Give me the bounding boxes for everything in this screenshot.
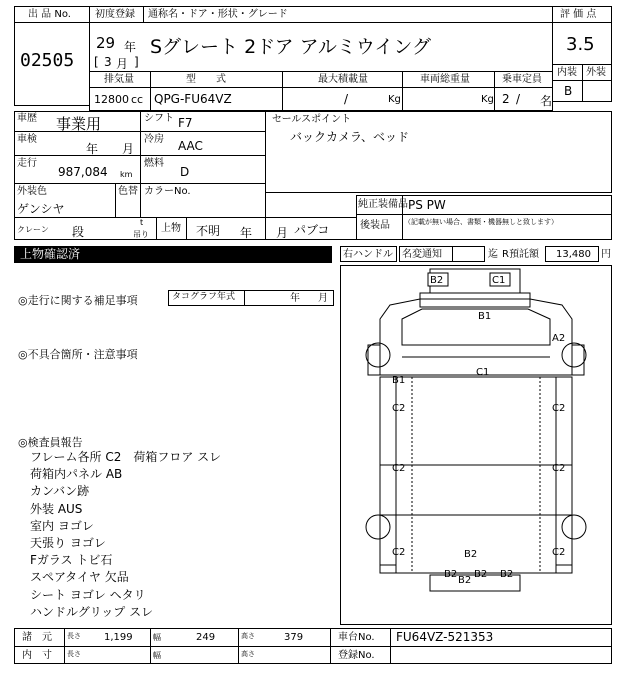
inspector-report-line: スペアタイヤ 欠品 (30, 570, 129, 585)
ac-label: 冷房 (144, 134, 164, 145)
sales-text: バックカメラ、ベッド (290, 130, 410, 144)
crane-label: クレーン (17, 225, 49, 234)
condition-mark: B2 (458, 575, 472, 586)
inner-length-label: 長さ (67, 650, 81, 658)
body-maker: パブコ (294, 223, 330, 237)
tacho-year: 年 (290, 293, 300, 304)
condition-mark: B2 (500, 569, 514, 580)
recycle-label: R預託額 (502, 249, 539, 260)
condition-mark: B2 (444, 569, 458, 580)
steering-value: 右ハンドル (343, 249, 393, 260)
tacho-month: 月 (318, 293, 328, 304)
displacement-value: 12800 (94, 93, 129, 106)
driving-notes-label: ◎走行に関する補足事項 (18, 294, 138, 307)
condition-mark: B1 (478, 311, 492, 322)
mileage-value: 987,084 (58, 165, 108, 179)
color-change-label: 色替 (118, 186, 138, 197)
displacement-label: 排気量 (104, 74, 134, 85)
capacity-label: 乗車定員 (502, 74, 542, 85)
mileage-label: 走行 (17, 158, 37, 169)
dims-label: 諸 元 (22, 632, 52, 643)
condition-mark: C1 (492, 275, 506, 286)
score-label: 評 価 点 (560, 9, 597, 20)
body-year: 不明 (196, 224, 221, 238)
condition-mark: B2 (464, 549, 478, 560)
mileage-unit: km (120, 170, 133, 179)
car-name: Sグレート 2ドア アルミウイング (150, 36, 431, 58)
color-label: 外装色 (17, 186, 47, 197)
inner-dims-label: 内 寸 (22, 650, 52, 661)
capacity-sep: / (516, 92, 521, 106)
first-reg-label: 初度登録 (95, 9, 135, 20)
ac-value: AAC (178, 139, 203, 153)
inspector-report-label: ◎検査員報告 (18, 436, 83, 449)
shift-label: シフト (144, 113, 174, 124)
reg-no-label: 登録No. (338, 650, 375, 661)
sales-label: セールスポイント (272, 114, 352, 125)
body-confirmed-bar: 上物確認済 (14, 246, 332, 263)
crane-steps: 段 (72, 225, 85, 239)
inspector-report-line: フレーム各所 C2 荷箱フロア スレ (30, 450, 222, 464)
width-value: 249 (196, 632, 216, 643)
history-label: 車歴 (17, 113, 37, 124)
displacement-unit: cc (131, 93, 144, 106)
width-label: 幅 (153, 633, 161, 642)
deadline-suffix: 迄 (488, 249, 498, 260)
chassis-label: 車台No. (338, 632, 375, 643)
capacity-unit: 名 (540, 94, 553, 108)
body-year-unit: 年 (240, 226, 253, 240)
recycle-value: 13,480 (556, 249, 591, 260)
inner-width-label: 幅 (153, 651, 161, 660)
equipment-value: PS PW (408, 198, 446, 212)
body-label: 上物 (161, 223, 181, 234)
color-no-label: カラーNo. (144, 186, 191, 197)
height-value: 379 (284, 632, 304, 643)
reg-year-unit: 年 (124, 40, 137, 54)
model-value: QPG-FU64VZ (154, 92, 232, 106)
max-load-label: 最大積載量 (318, 74, 368, 85)
score-value: 3.5 (566, 34, 595, 55)
reg-year: 29 (96, 34, 116, 52)
condition-mark: C2 (392, 463, 406, 474)
inspector-report-line: 外装 AUS (30, 501, 83, 516)
condition-mark: A2 (552, 333, 566, 344)
equipment-label: 純正装備品 (358, 199, 408, 210)
inspector-report-line: カンバン跡 (30, 484, 90, 499)
car-name-label: 通称名・ドア・形状・グレード (148, 9, 288, 20)
gross-weight-unit: Kg (481, 94, 494, 105)
inspector-report-line: 荷箱内パネル AB (30, 467, 123, 482)
condition-mark: C2 (552, 547, 566, 558)
lot-label: 出 品 No. (28, 9, 71, 20)
condition-mark: C2 (552, 403, 566, 414)
vehicle-diagram (340, 265, 612, 625)
inspection-month: 月 (122, 142, 135, 156)
crane-t: t (140, 218, 144, 227)
condition-mark: B2 (474, 569, 488, 580)
condition-mark: C1 (476, 367, 490, 378)
length-label: 長さ (67, 632, 81, 640)
defect-notes-label: ◎不具合箇所・注意事項 (18, 348, 138, 361)
condition-mark: C2 (552, 463, 566, 474)
condition-mark: B2 (430, 275, 444, 286)
inspector-report-line: 室内 ヨゴレ (30, 518, 94, 533)
history-value: 事業用 (56, 115, 102, 133)
max-load-sep: / (344, 92, 349, 106)
inspector-report-line: ハンドルグリップ スレ (30, 604, 154, 619)
chassis-value: FU64VZ-521353 (396, 630, 494, 644)
interior-label: 内装 (557, 67, 577, 78)
inspection-label: 車検 (17, 134, 37, 145)
height-label: 高さ (241, 632, 255, 640)
exterior-label: 外装 (586, 67, 606, 78)
body-month-unit: 月 (276, 226, 289, 240)
name-change-label: 名変通知 (402, 249, 442, 260)
condition-mark: C2 (392, 547, 406, 558)
gross-weight-label: 車両総重量 (420, 74, 470, 85)
inspector-report-line: シート ヨゴレ ヘタリ (30, 587, 146, 602)
fuel-label: 燃料 (144, 158, 164, 169)
interior-grade: B (564, 84, 573, 98)
inner-height-label: 高さ (241, 650, 255, 658)
reg-month-unit: 月 (116, 57, 129, 71)
length-value: 1,199 (104, 632, 133, 643)
reg-month: 3 (104, 55, 112, 69)
fuel-value: D (180, 165, 190, 179)
color-value: ゲンシヤ (17, 202, 65, 216)
capacity-value: 2 (502, 92, 510, 106)
condition-mark: C2 (392, 403, 406, 414)
shift-value: F7 (178, 116, 193, 130)
recycle-unit: 円 (601, 249, 611, 260)
aftermarket-label: 後装品 (360, 220, 390, 231)
inspection-year: 年 (86, 142, 99, 156)
max-load-unit: Kg (388, 94, 401, 105)
inspector-report-line: 天張り ヨゴレ (30, 536, 106, 550)
crane-lift: 吊り (133, 230, 149, 239)
inspector-report-line: Fガラス トビ石 (30, 553, 113, 568)
model-label: 型 式 (186, 74, 226, 85)
tacho-label: タコグラフ年式 (172, 292, 236, 302)
lot-number: 02505 (20, 50, 75, 71)
condition-mark: B1 (392, 375, 406, 386)
aftermarket-note: （記載が無い場合、書類・機器無しと致します） (404, 218, 558, 226)
